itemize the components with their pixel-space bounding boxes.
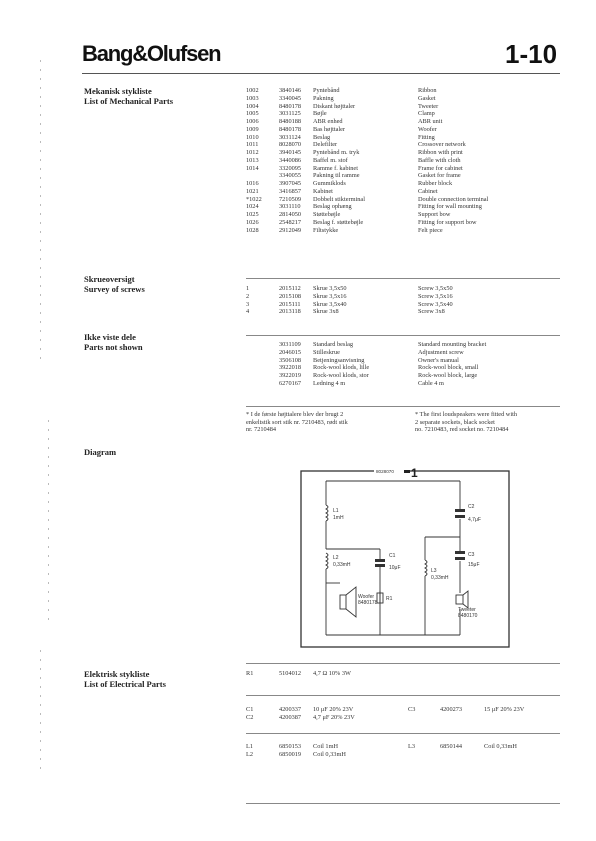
part-number-label: 8028070: [376, 469, 394, 474]
table-cell: Coil 0,33mH: [313, 751, 346, 758]
table-cell: 1014: [246, 164, 259, 172]
table-cell: Rock-wool block, large: [418, 372, 478, 379]
table-cell: 8480178: [279, 102, 302, 110]
tweeter-label: Tweeter: [458, 607, 476, 613]
woofer-label: Woofer: [358, 594, 375, 600]
table-cell: L2: [246, 751, 253, 758]
table-cell: Gummiklods: [313, 180, 346, 187]
table-cell: Skrue 3,5x40: [313, 300, 347, 308]
table-cell: 3506108: [279, 356, 302, 364]
table-cell: Gasket: [418, 94, 436, 102]
electrical-coils-table: [246, 743, 560, 759]
mechanical-parts-table: [246, 87, 560, 237]
table-cell: 2814050: [279, 211, 302, 218]
table-cell: 3907045: [279, 180, 302, 187]
table-cell: 1028: [246, 226, 259, 234]
capacitor-c2-plate: [455, 509, 465, 512]
section-rule: [246, 406, 560, 407]
woofer-body: [340, 595, 346, 609]
table-cell: Pyntebånd: [313, 87, 340, 94]
table-cell: Baffle with cloth: [418, 156, 461, 164]
table-cell: Ribbon with print: [418, 149, 463, 156]
header-rule: [82, 73, 560, 74]
table-cell: 3416857: [279, 187, 302, 195]
table-cell: 6850144: [440, 743, 463, 750]
inductor-l3: [425, 560, 427, 576]
scan-edge-mark: [48, 420, 49, 620]
table-cell: 15 μF 20% 23V: [484, 706, 525, 713]
table-cell: Frame for cabinet: [418, 164, 463, 172]
mechanical-heading: [84, 86, 173, 106]
woofer-cone: [346, 587, 356, 617]
table-cell: Filtstykke: [313, 226, 339, 234]
table-cell: Ledning 4 m: [313, 379, 346, 387]
brand-logo: Bang&Olufsen: [82, 41, 221, 66]
table-cell: Coil 1mH: [313, 743, 339, 750]
section-title: Ikke viste dele: [84, 332, 136, 342]
scan-edge-mark: [40, 60, 41, 360]
table-cell: 1026: [246, 218, 259, 226]
table-cell: Ribbon: [418, 87, 437, 94]
marker-number: 1: [411, 466, 418, 480]
table-cell: 2912049: [279, 226, 302, 234]
section-rule: [246, 733, 560, 734]
table-cell: 4200273: [440, 706, 463, 713]
table-cell: 1025: [246, 211, 259, 218]
table-cell: 6850019: [279, 751, 302, 758]
table-cell: 3320095: [279, 164, 302, 172]
table-cell: Bøjle: [313, 110, 327, 118]
footnote-english: * The first loudspeakers were fitted with 2 separate sockets, black socket no. 7210483, red socket no. 7210484: [415, 411, 518, 434]
table-cell: 3922018: [279, 364, 302, 372]
table-cell: Cabinet: [418, 187, 438, 195]
section-title: Elektrisk stykliste: [84, 669, 150, 679]
l1-value: 1mH: [333, 515, 344, 521]
screws-heading: [84, 274, 145, 294]
table-cell: 6270167: [279, 379, 302, 387]
cell-number: 5104012: [279, 670, 302, 677]
table-cell: 4,7 μF 20% 23V: [313, 714, 355, 721]
section-rule: [246, 663, 560, 664]
table-cell: Baffel m. stof: [313, 156, 348, 164]
section-title: Diagram: [84, 447, 117, 457]
table-cell: 8028070: [279, 141, 302, 149]
c2-label: C2: [468, 504, 475, 510]
table-cell: Dobbelt stikterminal: [313, 195, 365, 203]
section-subtitle: Survey of screws: [84, 284, 145, 294]
table-cell: Woofer: [418, 125, 437, 133]
table-cell: Beslag ophæng: [313, 203, 352, 211]
table-cell: 3922019: [279, 372, 302, 379]
table-cell: 3840146: [279, 87, 302, 94]
table-cell: 4: [246, 308, 250, 316]
table-cell: Diskant højttaler: [313, 102, 356, 110]
table-cell: 3: [246, 300, 250, 308]
section-subtitle: Parts not shown: [84, 342, 143, 352]
table-cell: Skrue 3,5x50: [313, 285, 347, 292]
table-cell: 8480188: [279, 118, 302, 125]
table-cell: 1002: [246, 87, 259, 94]
cell-ref: R1: [246, 670, 254, 677]
marker-arrow: [404, 470, 410, 473]
table-cell: Tweeter: [418, 102, 439, 110]
capacitor-c3-plate: [455, 557, 465, 560]
diagram-heading: [84, 447, 116, 457]
notshown-heading: [84, 332, 143, 352]
table-cell: 2046015: [279, 348, 302, 356]
table-cell: Fitting for support bow: [418, 218, 477, 226]
tweeter-body: [456, 595, 463, 604]
table-cell: Double connection terminal: [418, 195, 489, 203]
cell-value: 4,7 Ω 10% 3W: [313, 670, 351, 677]
table-cell: C3: [408, 706, 416, 713]
table-cell: 1021: [246, 187, 259, 195]
table-cell: L3: [408, 743, 415, 750]
table-cell: Ramme f. kabinet: [313, 164, 358, 172]
capacitor-c1-plate: [375, 559, 385, 562]
c3-label: C3: [468, 552, 475, 558]
table-cell: 2548217: [279, 218, 302, 226]
table-cell: Skrue 3,5x16: [313, 292, 347, 300]
table-cell: Beslag f. støttebøjle: [313, 218, 364, 226]
table-cell: Pakning: [313, 94, 334, 102]
page-number: 1-10: [505, 39, 558, 69]
table-cell: 2015112: [279, 285, 301, 292]
table-cell: L1: [246, 743, 253, 750]
table-cell: Owner's manual: [418, 356, 459, 364]
inductor-l2: [326, 553, 328, 569]
section-title: Skrueoversigt: [84, 274, 135, 284]
table-cell: 1012: [246, 149, 259, 156]
table-cell: *1022: [246, 195, 262, 203]
tweeter-part-number: 8480170: [458, 613, 478, 619]
table-cell: Rubber block: [418, 180, 453, 187]
parts-not-shown-table: [246, 341, 560, 389]
l1-label: L1: [333, 508, 339, 514]
table-cell: Rock-wool klods, stor: [313, 372, 369, 379]
table-cell: 1006: [246, 118, 259, 125]
l3-label: L3: [431, 568, 437, 574]
table-cell: 2: [246, 292, 250, 300]
c2-value: 4,7μF: [468, 517, 481, 523]
table-cell: Delefilter: [313, 141, 338, 149]
table-cell: 1013: [246, 156, 259, 164]
table-cell: Clamp: [418, 110, 435, 118]
table-cell: Pakning til ramme: [313, 172, 360, 180]
table-cell: 4200387: [279, 714, 302, 721]
table-cell: Cable 4 m: [418, 379, 444, 387]
table-cell: 1016: [246, 180, 259, 187]
table-cell: Fitting: [418, 133, 435, 141]
table-cell: Screw 3x8: [418, 308, 445, 316]
table-cell: C2: [246, 714, 254, 721]
table-cell: 3031124: [279, 133, 301, 141]
footer-rule: [246, 803, 560, 804]
table-cell: 1005: [246, 110, 259, 118]
table-cell: 1004: [246, 102, 259, 110]
table-cell: 3031109: [279, 341, 301, 348]
table-cell: Standard beslag: [313, 341, 354, 348]
table-cell: Coil 0,33mH: [484, 743, 517, 750]
table-cell: Betjeningsanvisning: [313, 356, 365, 364]
electrical-heading: [84, 669, 166, 689]
table-cell: 3340045: [279, 94, 302, 102]
section-title: Mekanisk stykliste: [84, 86, 152, 96]
table-cell: 1: [246, 285, 250, 292]
scan-edge-mark: [40, 650, 41, 770]
c1-value: 10μF: [389, 565, 401, 571]
table-cell: Felt piece: [418, 226, 443, 234]
crossover-schematic: [300, 465, 510, 650]
table-cell: 3440086: [279, 156, 302, 164]
table-cell: Crossover network: [418, 141, 466, 149]
table-cell: Standard mounting bracket: [418, 341, 487, 348]
table-cell: ABR unit: [418, 118, 443, 125]
table-cell: Kabinet: [313, 187, 333, 195]
inductor-l1: [326, 505, 328, 521]
capacitor-c1-plate: [375, 564, 385, 567]
table-cell: Screw 3,5x50: [418, 285, 453, 292]
table-cell: 6850153: [279, 743, 302, 750]
table-cell: 7210509: [279, 195, 302, 203]
table-cell: Skrue 3x8: [313, 308, 339, 316]
table-cell: 1003: [246, 94, 259, 102]
table-cell: 3031110: [279, 203, 301, 211]
table-cell: Adjustment screw: [418, 348, 464, 356]
table-cell: Screw 3,5x16: [418, 292, 453, 300]
table-cell: ABR enhed: [313, 118, 343, 125]
table-cell: Bas højttaler: [313, 125, 346, 133]
table-cell: Fitting for wall mounting: [418, 203, 482, 211]
screws-table: [246, 285, 560, 317]
table-cell: 1011: [246, 141, 259, 149]
section-rule: [246, 335, 560, 336]
table-cell: 2013118: [279, 308, 301, 316]
woofer-part-number: 8480178: [358, 600, 378, 606]
table-cell: Støttebøjle: [313, 211, 341, 218]
table-cell: 3340055: [279, 172, 302, 180]
table-cell: 2015108: [279, 292, 302, 300]
table-cell: 1009: [246, 125, 259, 133]
table-cell: 1010: [246, 133, 259, 141]
r1-label: R1: [386, 596, 393, 602]
table-cell: 10 μF 20% 23V: [313, 706, 354, 713]
l3-value: 0,33mH: [431, 575, 449, 581]
table-cell: 3031125: [279, 110, 301, 118]
table-cell: 4200337: [279, 706, 302, 713]
table-cell: Rock-wool block, small: [418, 364, 479, 372]
table-cell: Rock-wool klods, lille: [313, 364, 370, 372]
table-cell: Beslag: [313, 133, 331, 141]
table-cell: Gasket for frame: [418, 172, 461, 180]
l2-label: L2: [333, 555, 339, 561]
capacitor-c2-plate: [455, 515, 465, 518]
table-cell: 1024: [246, 203, 259, 211]
table-cell: 8480178: [279, 125, 302, 133]
section-subtitle: List of Electrical Parts: [84, 679, 166, 689]
tweeter-cone: [463, 591, 468, 608]
section-subtitle: List of Mechanical Parts: [84, 96, 173, 106]
c1-label: C1: [389, 553, 396, 559]
table-cell: Pyntebånd m. tryk: [313, 149, 360, 156]
section-rule: [246, 695, 560, 696]
electrical-r1-row: [246, 670, 560, 678]
l2-value: 0,33mH: [333, 562, 351, 568]
electrical-capacitors-table: [246, 706, 560, 722]
table-cell: Stilleskrue: [313, 348, 340, 356]
table-cell: Support bow: [418, 211, 451, 218]
section-rule: [246, 278, 560, 279]
c3-value: 15μF: [468, 562, 480, 568]
capacitor-c3-plate: [455, 551, 465, 554]
footnote-danish: * I de første højttalere blev der brugt 2 enkeltstik sort stik nr. 7210483, rødt stik nr. 7210484: [246, 411, 348, 434]
table-cell: 3940145: [279, 149, 302, 156]
table-cell: Screw 3,5x40: [418, 300, 453, 308]
table-cell: 2015111: [279, 300, 301, 308]
table-cell: C1: [246, 706, 254, 713]
